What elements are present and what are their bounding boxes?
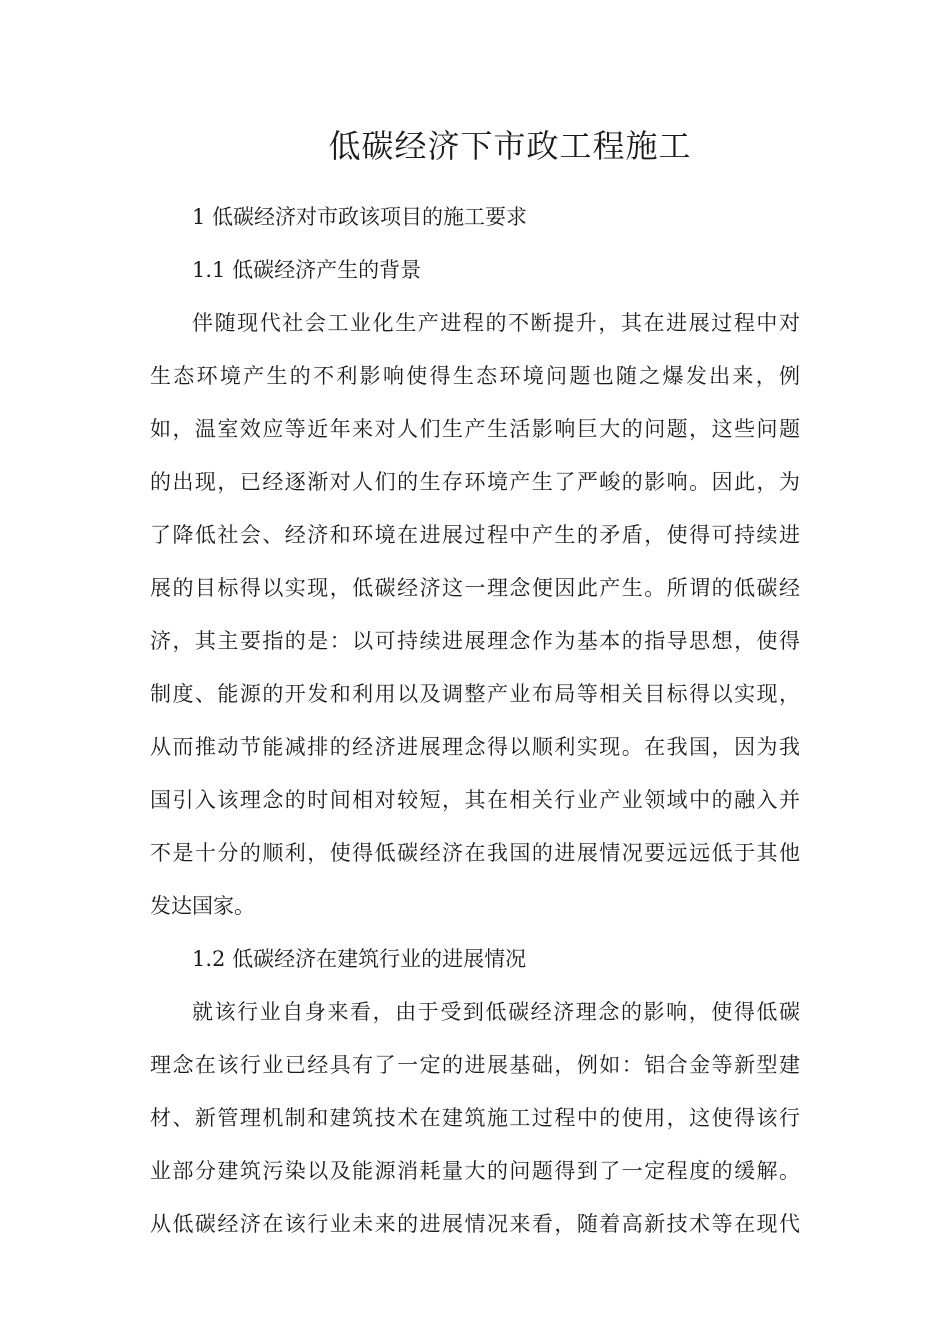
paragraph-line: 的出现，已经逐渐对人们的生存环境产生了严峻的影响。因此，为 <box>150 470 800 494</box>
paragraph-line: 制度、能源的开发和利用以及调整产业布局等相关目标得以实现， <box>150 682 800 706</box>
section-heading-1: 1 低碳经济对市政该项目的施工要求 <box>192 205 528 229</box>
paragraph-line: 如，温室效应等近年来对人们生产生活影响巨大的问题，这些问题 <box>150 417 800 441</box>
paragraph-line: 就该行业自身来看，由于受到低碳经济理念的影响，使得低碳 <box>192 1000 800 1024</box>
document-body <box>150 191 800 1251</box>
paragraph-line: 济，其主要指的是：以可持续进展理念作为基本的指导思想，使得 <box>150 629 800 653</box>
paragraph-line: 国引入该理念的时间相对较短，其在相关行业产业领域中的融入并 <box>150 788 800 812</box>
document-title: 低碳经济下市政工程施工 <box>328 127 692 165</box>
paragraph-background <box>150 297 800 933</box>
paragraph-line: 不是十分的顺利，使得低碳经济在我国的进展情况要远远低于其他 <box>150 841 800 865</box>
paragraph-line: 从而推动节能减排的经济进展理念得以顺利实现。在我国，因为我 <box>150 735 800 759</box>
paragraph-line: 从低碳经济在该行业未来的进展情况来看，随着高新技术等在现代 <box>150 1212 800 1236</box>
paragraph-line: 了降低社会、经济和环境在进展过程中产生的矛盾，使得可持续进 <box>150 523 800 547</box>
section-heading-1-1: 1.1 低碳经济产生的背景 <box>192 258 422 282</box>
paragraph-construction-industry <box>150 986 800 1251</box>
paragraph-line: 展的目标得以实现，低碳经济这一理念便因此产生。所谓的低碳经 <box>150 576 800 600</box>
section-heading-1-2: 1.2 低碳经济在建筑行业的进展情况 <box>192 947 527 971</box>
paragraph-line: 材、新管理机制和建筑技术在建筑施工过程中的使用，这使得该行 <box>150 1106 800 1130</box>
paragraph-line: 发达国家。 <box>150 894 255 918</box>
paragraph-line: 生态环境产生的不利影响使得生态环境问题也随之爆发出来，例 <box>150 364 800 388</box>
paragraph-line: 理念在该行业已经具有了一定的进展基础，例如：铝合金等新型建 <box>150 1053 800 1077</box>
paragraph-line: 业部分建筑污染以及能源消耗量大的问题得到了一定程度的缓解。 <box>150 1159 800 1183</box>
paragraph-line: 伴随现代社会工业化生产进程的不断提升，其在进展过程中对 <box>192 311 800 335</box>
